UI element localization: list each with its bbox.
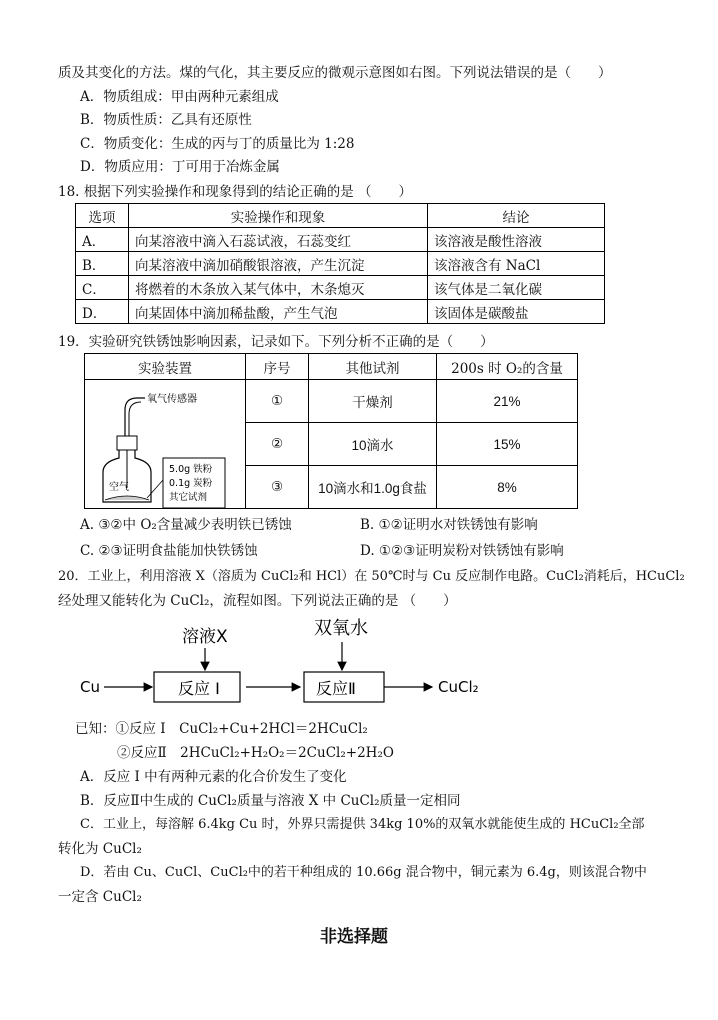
q19-o2: 21% xyxy=(437,380,578,423)
flow-box-2-label: 反应Ⅱ xyxy=(316,679,356,698)
q19-no: ① xyxy=(246,380,309,423)
q18-header-operation: 实验操作和现象 xyxy=(129,204,428,228)
box-line-3: 其它试剂 xyxy=(169,492,208,503)
table-row xyxy=(76,252,605,276)
q19-o2: 8% xyxy=(437,466,578,509)
q18-stem: 18. 根据下列实验操作和现象得到的结论正确的是 （ ） xyxy=(58,184,413,200)
apparatus-diagram xyxy=(85,380,245,508)
table-row xyxy=(76,300,605,324)
q19-stem: 19．实验研究铁锈蚀影响因素，记录如下。下列分析不正确的是（ ） xyxy=(58,334,494,350)
q19-reagent: 10滴水和1.0g食盐 xyxy=(309,466,437,509)
section-title: 非选择题 xyxy=(320,927,388,947)
q18-table xyxy=(75,203,605,324)
flow-box-1-label: 反应 I xyxy=(178,679,220,698)
box-line-2: 0.1g 炭粉 xyxy=(169,478,213,489)
q20-stem-1: 20．工业上，利用溶液 X（溶质为 CuCl₂和 HCl）在 50℃时与 Cu 反应制作电路。CuCl₂消耗后，HCuCl₂ xyxy=(58,569,685,584)
q19-option-c: C. ②③证明食盐能加快铁锈蚀 xyxy=(80,543,258,559)
q18-cell: D． xyxy=(76,300,129,324)
q20-option-b: B．反应Ⅱ中生成的 CuCl₂质量与溶液 X 中 CuCl₂质量一定相同 xyxy=(80,793,461,809)
reagent-layer xyxy=(105,496,149,500)
table-row xyxy=(85,380,578,423)
q19-header-apparatus: 实验装置 xyxy=(85,354,246,380)
q17-option-b: B．物质性质：乙具有还原性 xyxy=(80,112,252,128)
q19-option-b: B. ①②证明水对铁锈蚀有影响 xyxy=(360,517,538,533)
q20-option-c-2: 转化为 CuCl₂ xyxy=(58,841,142,857)
q18-cell: 向某溶液中滴入石蕊试液，石蕊变红 xyxy=(129,228,428,252)
q20-stem-2: 经处理又能转化为 CuCl₂，流程如图。下列说法正确的是 （ ） xyxy=(58,593,457,609)
q18-header-conclusion: 结论 xyxy=(428,204,605,228)
q18-cell: 该溶液含有 NaCl xyxy=(428,252,605,276)
q19-o2: 15% xyxy=(437,423,578,466)
q19-no: ② xyxy=(246,423,309,466)
q19-apparatus-cell xyxy=(85,380,246,509)
q18-cell: 该溶液是酸性溶液 xyxy=(428,228,605,252)
q20-known-2: ②反应Ⅱ 2HCuCl₂+H₂O₂＝2CuCl₂+2H₂O xyxy=(117,745,394,761)
q18-cell: 向某溶液中滴加硝酸银溶液，产生沉淀 xyxy=(129,252,428,276)
q19-option-a: A. ③②中 O₂含量减少表明铁已锈蚀 xyxy=(80,517,292,533)
air-label: 空气 xyxy=(109,482,129,493)
q17-option-d: D．物质应用：丁可用于冶炼金属 xyxy=(80,159,280,175)
sensor-wire-2 xyxy=(129,402,141,438)
flow-end: CuCl₂ xyxy=(438,678,479,696)
q18-cell: 该固体是碳酸盐 xyxy=(428,300,605,324)
q18-header-option: 选项 xyxy=(76,204,129,228)
table-row xyxy=(76,228,605,252)
pointer-line xyxy=(147,480,163,498)
q18-cell: 将燃着的木条放入某气体中，木条熄灭 xyxy=(129,276,428,300)
flow-input-h2o2: 双氧水 xyxy=(314,618,368,639)
q19-option-d: D. ①②③证明炭粉对铁锈蚀有影响 xyxy=(360,543,564,559)
table-row xyxy=(76,276,605,300)
q18-cell: A． xyxy=(76,228,129,252)
q20-option-d-2: 一定含 CuCl₂ xyxy=(58,889,142,905)
q20-option-d-1: D．若由 Cu、CuCl、CuCl₂中的若干种组成的 10.66g 混合物中，铜元素为 6.4g，则该混合物中 xyxy=(80,865,647,880)
q17-option-a: A．物质组成：甲由两种元素组成 xyxy=(80,89,279,105)
q17-stem: 质及其变化的方法。煤的气化，其主要反应的微观示意图如右图。下列说法错误的是（ ） xyxy=(58,65,612,81)
q19-header-o2: 200s 时 O₂的含量 xyxy=(437,354,578,380)
q20-known-1: 已知：①反应 I CuCl₂+Cu+2HCl＝2HCuCl₂ xyxy=(75,721,368,737)
flow-diagram xyxy=(70,612,510,712)
q19-header-reagent: 其他试剂 xyxy=(309,354,437,380)
sensor-wire xyxy=(125,398,145,438)
q17-option-c: C．物质变化：生成的丙与丁的质量比为 1:28 xyxy=(80,136,355,152)
flow-input-x: 溶液X xyxy=(182,627,228,647)
sensor-label: 氧气传感器 xyxy=(147,394,197,405)
q19-header-no: 序号 xyxy=(246,354,309,380)
q20-option-c-1: C．工业上，每溶解 6.4kg Cu 时，外界只需提供 34kg 10%的双氧水就能使生成的 HCuCl₂全部 xyxy=(80,817,645,832)
q19-no: ③ xyxy=(246,466,309,509)
q18-cell: C． xyxy=(76,276,129,300)
q19-table xyxy=(84,353,578,509)
q19-reagent: 干燥剂 xyxy=(309,380,437,423)
q20-option-a: A．反应 I 中有两种元素的化合价发生了变化 xyxy=(80,769,347,785)
flow-start: Cu xyxy=(80,678,100,696)
q18-cell: B． xyxy=(76,252,129,276)
box-line-1: 5.0g 铁粉 xyxy=(169,464,213,475)
q19-reagent: 10滴水 xyxy=(309,423,437,466)
q18-cell: 该气体是二氧化碳 xyxy=(428,276,605,300)
q18-cell: 向某固体中滴加稀盐酸，产生气泡 xyxy=(129,300,428,324)
stopper xyxy=(117,436,137,450)
